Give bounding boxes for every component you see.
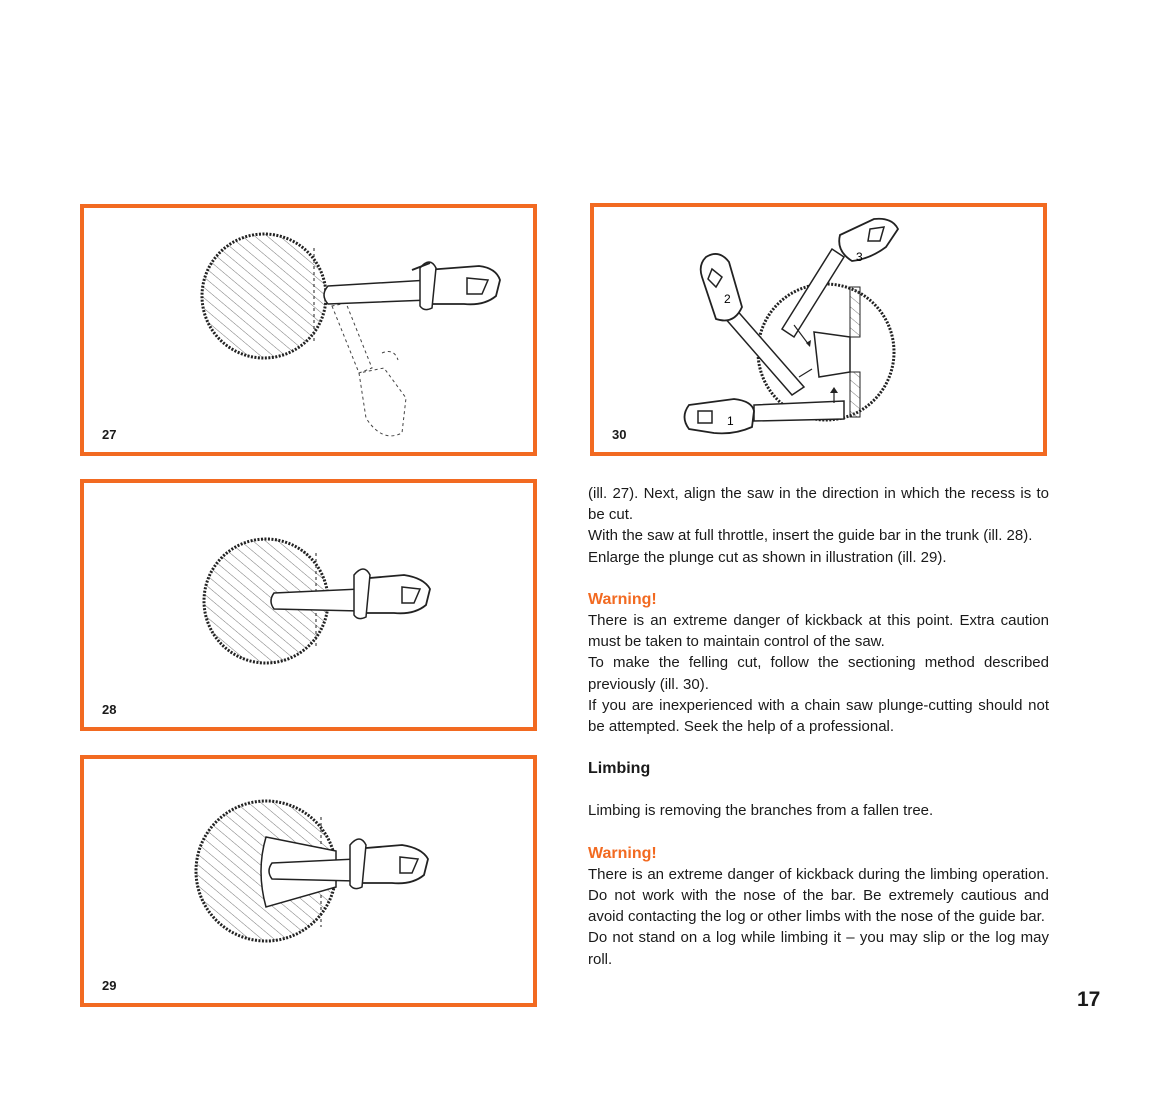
figure-number: 30 (612, 427, 627, 442)
figure-27 (80, 204, 537, 456)
paragraph: There is an extreme danger of kickback during the limbing operation. Do not work with the nose of the bar. Be extremely cautious and avoid contacting the log or other limbs with the nose of the guide bar. (588, 865, 1049, 926)
paragraph: There is an extreme danger of kickback at this point. Extra caution must be taken to maintain control of the saw. (588, 612, 1049, 651)
paragraph: Enlarge the plunge cut as shown in illustration (ill. 29). (588, 548, 947, 566)
figure-29 (80, 755, 537, 1007)
warning-title: Warning! (588, 844, 657, 862)
illustration-30 (594, 207, 1043, 452)
paragraph: With the saw at full throttle, insert the guide bar in the trunk (ill. 28). (588, 527, 1033, 545)
figure-number: 28 (102, 702, 117, 717)
figure-number: 27 (102, 427, 117, 442)
page-number: 17 (1077, 988, 1101, 1011)
paragraph: Limbing is removing the branches from a fallen tree. (588, 802, 934, 820)
figure-number: 29 (102, 978, 117, 993)
saw-label-2: 2 (724, 292, 731, 306)
figure-28 (80, 479, 537, 731)
paragraph: If you are inexperienced with a chain saw plunge-cutting should not be attempted. Seek the help of a professional. (588, 696, 1049, 736)
saw-label-1: 1 (727, 414, 734, 428)
paragraph: (ill. 27). Next, align the saw in the direction in which the recess is to be cut. (588, 485, 1049, 524)
illustration-27 (84, 208, 533, 452)
figure-30 (590, 203, 1047, 456)
illustration-28 (84, 483, 533, 727)
paragraph: To make the felling cut, follow the sectioning method described previously (ill. 30). (588, 654, 1049, 693)
paragraph: Do not stand on a log while limbing it – you may slip or the log may roll. (588, 929, 1049, 968)
section-heading: Limbing (588, 760, 651, 778)
illustration-29 (84, 759, 533, 1003)
warning-title: Warning! (588, 590, 657, 608)
body-text (588, 483, 1049, 970)
saw-label-3: 3 (856, 250, 863, 264)
